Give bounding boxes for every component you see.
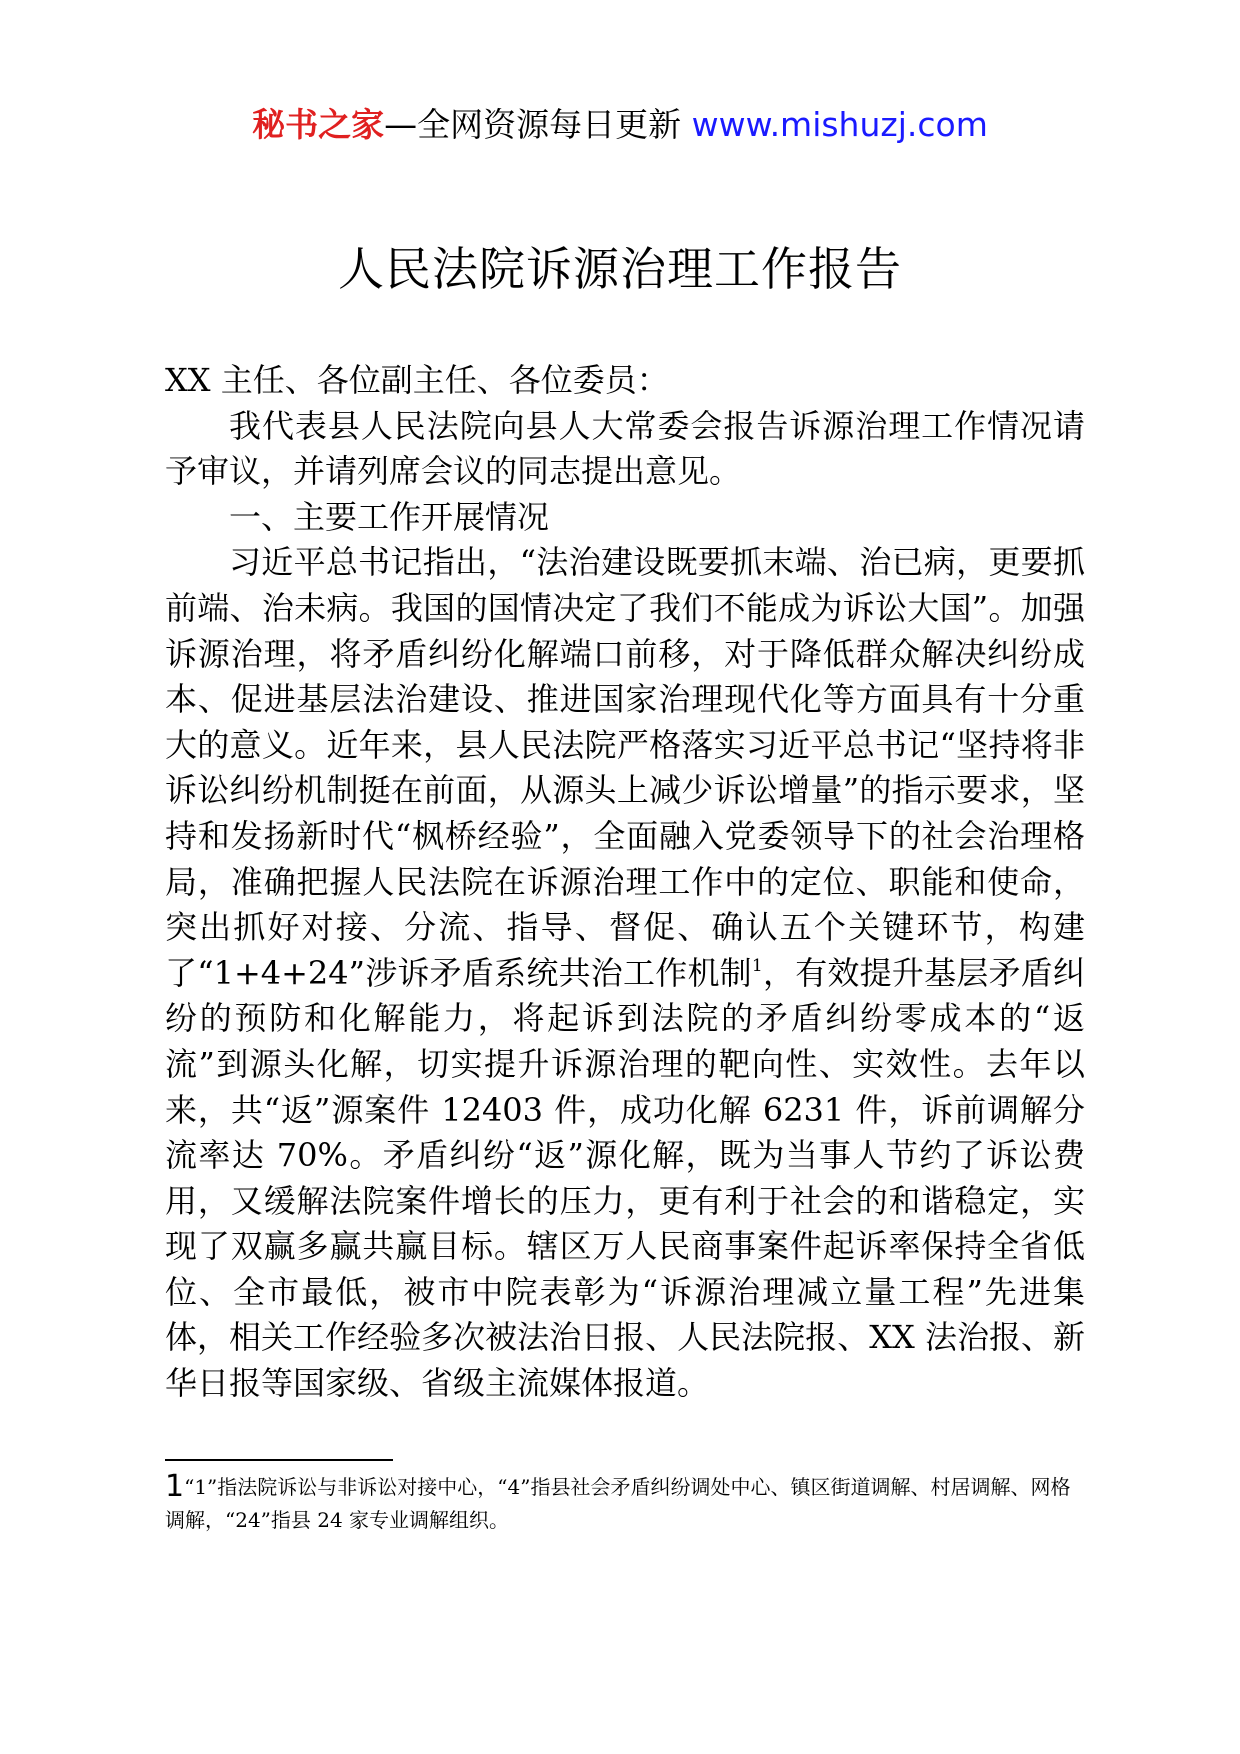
footnote-divider [165, 1459, 393, 1461]
site-brand: 秘书之家 [252, 105, 385, 144]
site-url-link[interactable]: www.mishuzj.com [691, 105, 988, 144]
document-body [165, 358, 1085, 1407]
site-header [0, 100, 1240, 150]
main-paragraph [165, 540, 1085, 1406]
footnote-number: 1 [165, 1469, 185, 1504]
main-paragraph-part2: ，有效提升基层矛盾纠纷的预防和化解能力，将起诉到法院的矛盾纠纷零成本的“返流”到源头化解，切实提升诉源治理的靶向性、实效性。去年以来，共“返”源案件 12403 件，成功化解 6231 件，诉前调解分流率达 70%。矛盾纠纷“返”源化解，既为当事人节约了诉讼费用，又缓解法院案件增长的压力，更有利于社会的和谐稳定，实现了双赢多赢共赢目标。辖区万人民商事案件起诉率保持全省低位、全市最低，被市中院表彰为“诉源治理减立量工程”先进集体，相关工作经验多次被法治日报、人民法院报、XX 法治报、新华日报等国家级、省级主流媒体报道。 [165, 953, 1085, 1403]
footnote-reference[interactable]: 1 [751, 955, 763, 976]
section-heading: 一、主要工作开展情况 [229, 497, 550, 536]
intro-paragraph: 我代表县人民法院向县人大常委会报告诉源治理工作情况请予审议，并请列席会议的同志提出意见。 [165, 406, 1085, 491]
salutation: XX 主任、各位副主任、各位委员： [165, 361, 669, 399]
main-paragraph-part1: 习近平总书记指出，“法治建设既要抓末端、治已病，更要抓前端、治未病。我国的国情决定了我们不能成为诉讼大国”。加强诉源治理，将矛盾纠纷化解端口前移，对于降低群众解决纠纷成本、促进基层法治建设、推进国家治理现代化等方面具有十分重大的意义。近年来，县人民法院严格落实习近平总书记“坚持将非诉讼纠纷机制挺在前面，从源头上减少诉讼增量”的指示要求，坚持和发扬新时代“枫桥经验”，全面融入党委领导下的社会治理格局，准确把握人民法院在诉源治理工作中的定位、职能和使命，突出抓好对接、分流、指导、督促、确认五个关键环节，构建了“1+4+24”涉诉矛盾系统共治工作机制 [165, 543, 1085, 992]
footnote-text: “1”指法院诉讼与非诉讼对接中心，“4”指县社会矛盾纠纷调处中心、镇区街道调解、村居调解、网格调解，“24”指县 24 家专业调解组织。 [165, 1475, 1071, 1532]
footnote [165, 1470, 1085, 1537]
document-title: 人民法院诉源治理工作报告 [338, 242, 902, 296]
site-tagline: —全网资源每日更新 [384, 105, 692, 144]
